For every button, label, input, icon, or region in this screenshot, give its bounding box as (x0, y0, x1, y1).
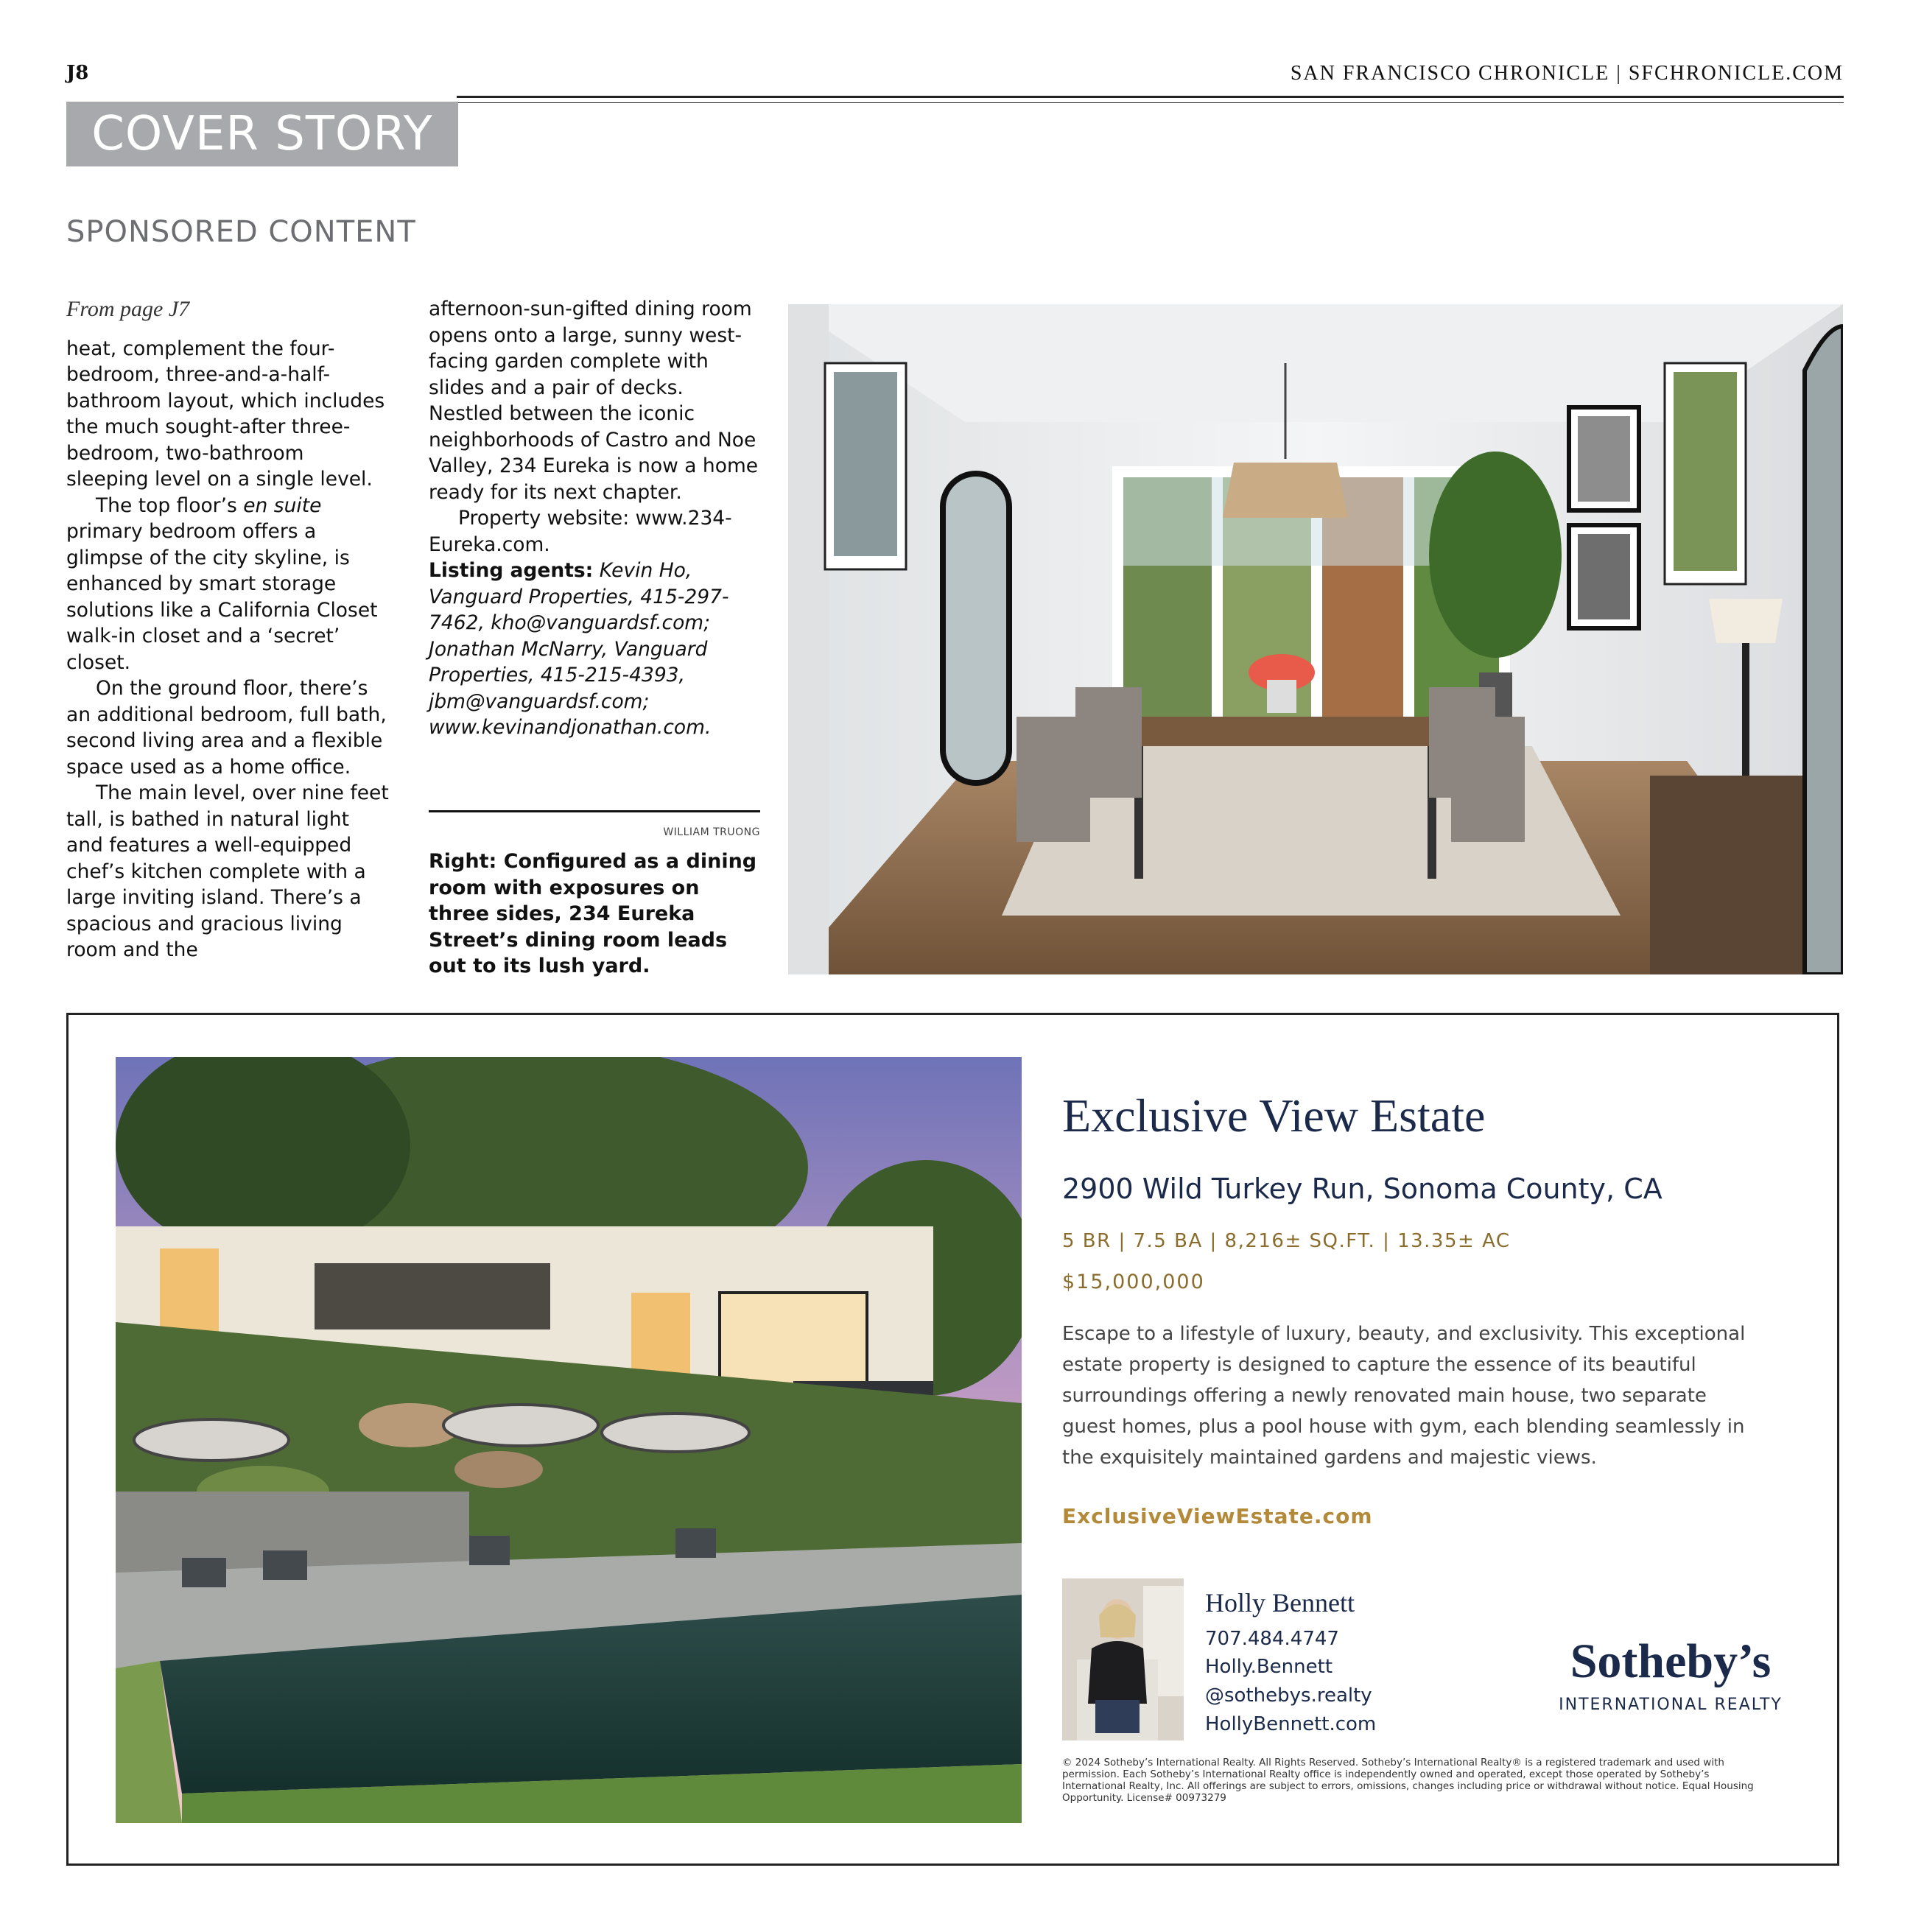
dining-room-illustration (788, 304, 1843, 974)
article-paragraph: afternoon-sun-gifted dining room opens onto a large, sunny west-facing garden complete with slides and a pair of decks. Nestled between the iconic neighborhoods of Castro and Noe Valley, 234 Eureka is now a home ready for its next chapter. (429, 298, 759, 504)
ad-title: Exclusive View Estate (1062, 1089, 1486, 1142)
article-paragraph: On the ground floor, there’s an additional bedroom, full bath, second living area and a flexible space used as a home office. (66, 677, 387, 779)
caption-rule (429, 810, 760, 812)
sothebys-logo: Sotheby’s (1570, 1634, 1772, 1688)
article-column-2 (429, 296, 760, 741)
article-paragraph: heat, complement the four-bedroom, three-and-a-half-bathroom layout, which includes the much sought-after three-bedroom, two-bathroom sleeping level on a single level. (66, 337, 385, 491)
jump-line: From page J7 (66, 297, 190, 321)
sponsored-label: SPONSORED CONTENT (66, 215, 416, 249)
estate-photo (116, 1057, 1022, 1823)
header-rule (457, 96, 1844, 98)
listing-agents (429, 558, 760, 741)
header-rule-thin (457, 102, 1844, 103)
agent-phone[interactable]: 707.484.4747 (1205, 1628, 1339, 1650)
ad-address: 2900 Wild Turkey Run, Sonoma County, CA (1062, 1173, 1663, 1205)
photo-credit: WILLIAM TRUONG (663, 826, 760, 838)
agent-social-handle[interactable]: @sothebys.realty (1205, 1685, 1372, 1707)
text-run: The top floor’s (96, 493, 244, 517)
agent-portrait (1062, 1578, 1184, 1740)
photo-caption: Right: Configured as a dining room with exposures on three sides, 234 Eureka Street’s dining room leads out to its lush yard. (429, 850, 757, 977)
agent-avatar (1062, 1578, 1184, 1740)
ad-description: Escape to a lifestyle of luxury, beauty, and exclusivity. This exceptional estate property is designed to capture the essence of its beautiful surroundings offering a newly renovated main house, two separate guest homes, plus a pool house with gym, each blending seamlessly in the exquisitely maintained gardens and majestic views. (1062, 1323, 1746, 1469)
article-paragraph: The main level, over nine feet tall, is bathed in natural light and features a well-equipped chef’s kitchen complete with a large inviting island. There’s a spacious and gracious living room and the (66, 781, 389, 961)
article-paragraph (66, 493, 390, 676)
agents-label: Listing agents: (429, 559, 594, 582)
agents-text: Kevin Ho, Vanguard Properties, 415-297-7462, kho@vanguardsf.com; Jonathan McNarry, Vanguard Properties, 415-215-4393, jbm@vanguardsf.com; www.kevinandjonathan.com. (429, 559, 729, 739)
ad-website-link[interactable]: ExclusiveViewEstate.com (1062, 1504, 1373, 1528)
agent-website[interactable]: HollyBennett.com (1205, 1713, 1377, 1735)
text-run: primary bedroom offers a glimpse of the city skyline, is enhanced by smart storage solutions like a California Closet walk-in closet and a ‘secret’ closet. (66, 520, 378, 674)
article-paragraph: Property website: www.234-Eureka.com. (429, 507, 732, 556)
ad-specs: 5 BR | 7.5 BA | 8,216± SQ.FT. | 13.35± AC (1062, 1230, 1511, 1252)
ad-price: $15,000,000 (1062, 1271, 1205, 1293)
section-banner: COVER STORY (66, 102, 458, 166)
estate-illustration (116, 1057, 1022, 1823)
masthead: SAN FRANCISCO CHRONICLE | SFCHRONICLE.COM (1290, 62, 1844, 85)
article-column-1 (66, 296, 390, 963)
text-run-italic: en suite (243, 493, 322, 517)
sothebys-logo-subtitle: INTERNATIONAL REALTY (1559, 1696, 1783, 1714)
agent-email[interactable]: Holly.Bennett (1205, 1656, 1333, 1678)
legal-disclaimer: © 2024 Sotheby’s International Realty. All Rights Reserved. Sotheby’s International Realty® is a registered trademark and used with permission. Each Sotheby’s International Realty office is independently owned and operated, except those operated by Sotheby’s International Realty, Inc. All offerings are subject to errors, omissions, changes including price or withdrawal without notice. Equal Housing Opportunity. License# 00973279 (1062, 1757, 1754, 1804)
page-number: J8 (66, 62, 89, 84)
agent-name: Holly Bennett (1205, 1588, 1355, 1617)
dining-room-photo (788, 304, 1843, 974)
